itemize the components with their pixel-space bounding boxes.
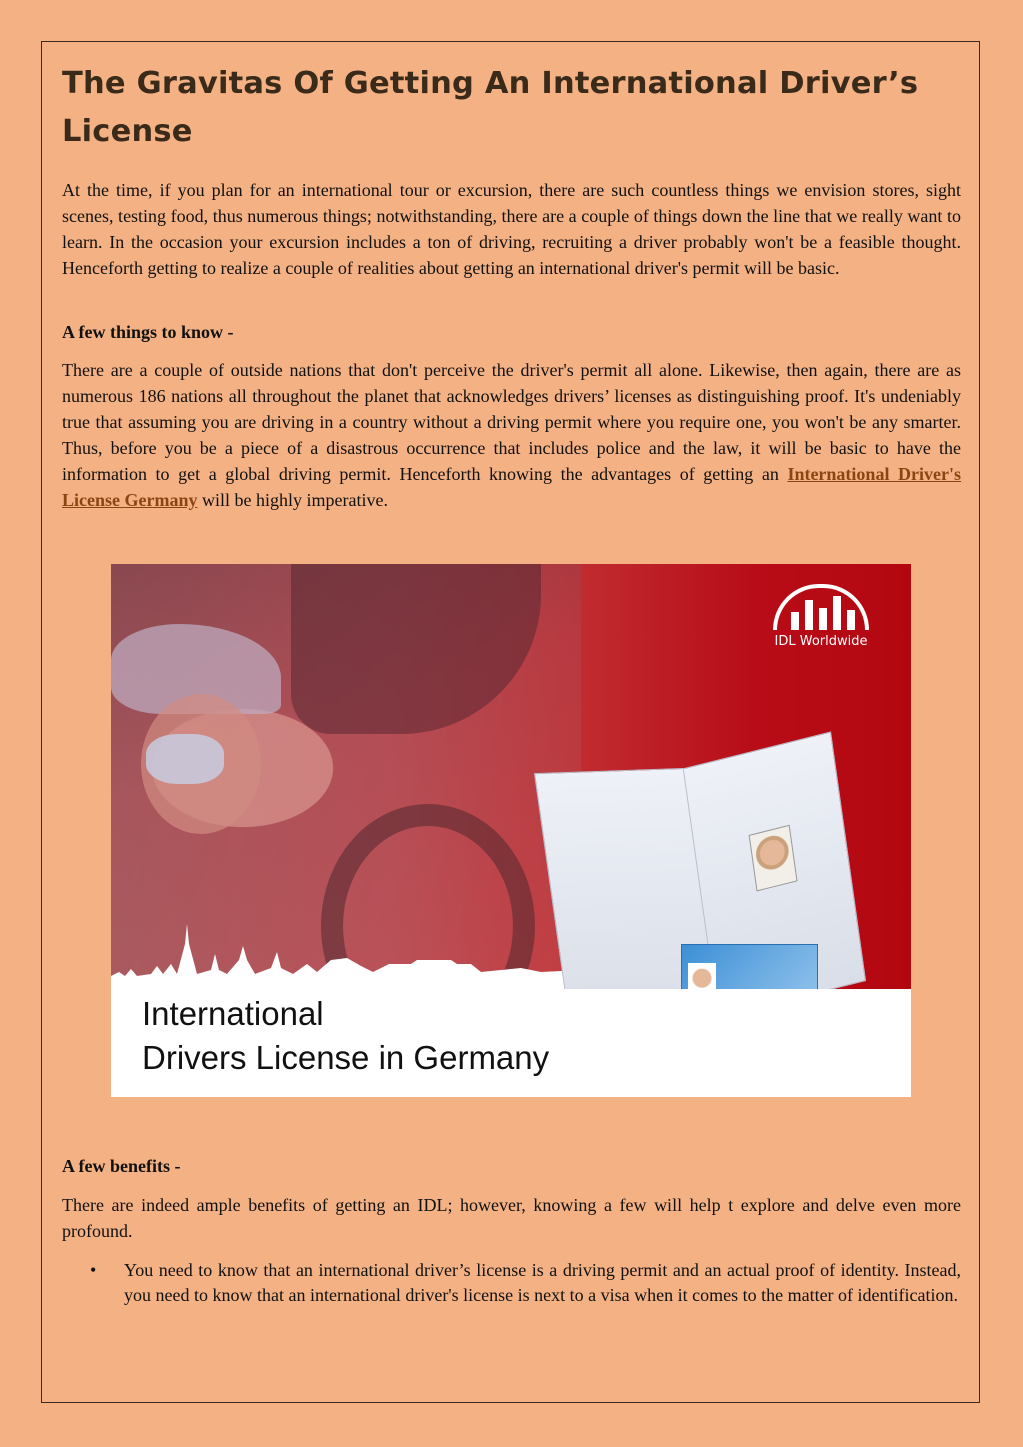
things-to-know-heading: A few things to know - xyxy=(62,322,234,342)
intro-paragraph: At the time, if you plan for an international tour or excursion, there are such countless things we envision stores, sight scenes, testing food, thus numerous things; notwithstanding, there are a couple of things down the line that we really want to learn. In the occasion your excursion includes a ton of driving, recruiting a driver probably won't be a feasible thought. Henceforth getting to realize a couple of realities about getting an international driver's permit will be basic. xyxy=(62,180,961,278)
benefits-paragraph: There are indeed ample benefits of getting an IDL; however, knowing a few will help t explore and delve even more profound. xyxy=(62,1195,961,1241)
city-arch-icon xyxy=(773,584,869,630)
bullet-icon: • xyxy=(90,1260,97,1280)
berlin-skyline-icon xyxy=(111,924,581,994)
idl-worldwide-logo xyxy=(766,584,876,664)
list-item xyxy=(62,1258,961,1308)
paragraph-text: There are a couple of outside nations that don't perceive the driver's permit all alone. Likewise, then again, there are as numerous 186 nations all throughout the planet that acknowledges drivers’ licenses as distinguishing proof. It's undeniably true that assuming you are driving in a country without a driving permit where you require one, you won't be any smarter. Thus, before you be a piece of a disastrous occurrence that includes police and the law, it will be basic to have the information to get a global driving permit. Henceforth knowing the advantages of getting an xyxy=(62,360,961,484)
logo-text: IDL Worldwide xyxy=(774,634,868,649)
idl-germany-banner-image xyxy=(111,564,911,1097)
benefits-heading: A few benefits - xyxy=(62,1156,181,1176)
paragraph-text-end: will be highly imperative. xyxy=(197,490,388,510)
things-to-know-paragraph xyxy=(62,357,961,513)
benefits-list xyxy=(62,1258,961,1308)
idl-germany-link[interactable]: International Driver's License Germany xyxy=(62,464,961,510)
banner-caption-line1: International xyxy=(142,995,324,1032)
list-item-text: You need to know that an international driver’s license is a driving permit and an actual proof of identity. Instead, you need to know that an international driver's license is next to a visa when it comes to the matter of identification. xyxy=(124,1260,961,1305)
banner-caption-line2: Drivers License in Germany xyxy=(142,1039,550,1076)
page-title: The Gravitas Of Getting An International Driver’s License xyxy=(62,66,919,149)
banner-caption xyxy=(142,992,549,1080)
